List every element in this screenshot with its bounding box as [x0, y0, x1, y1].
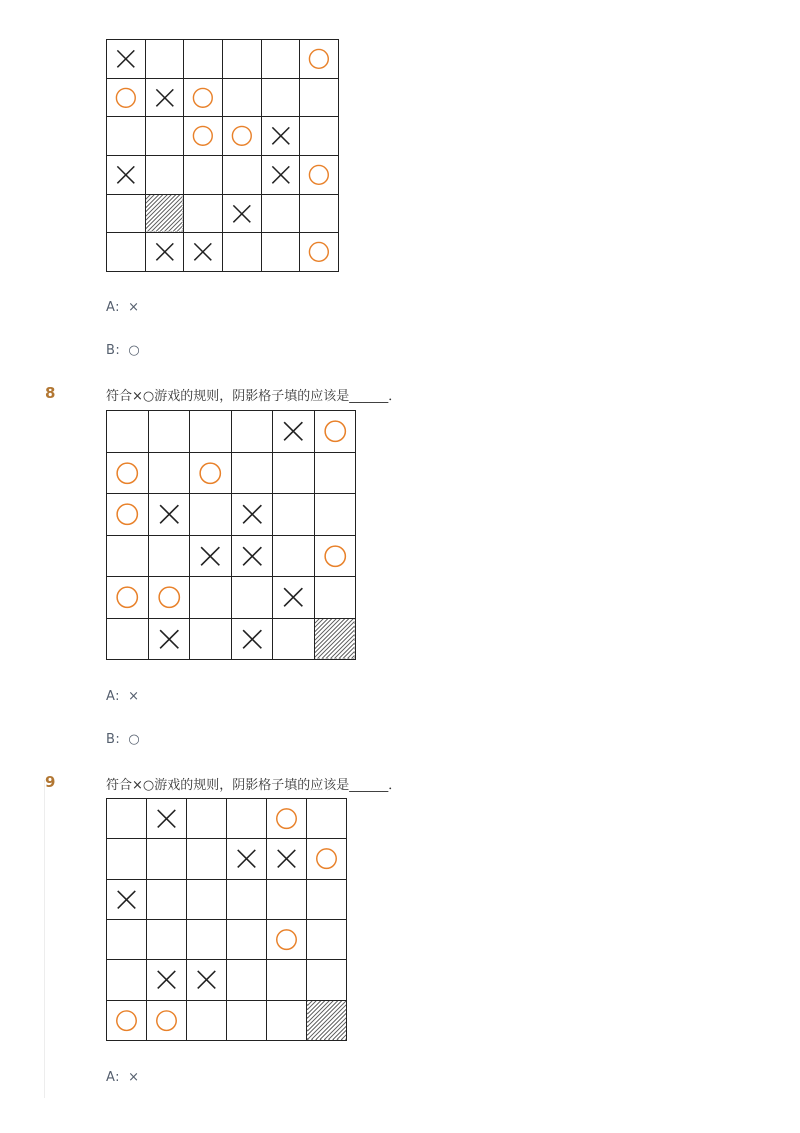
- grid-cell: [107, 879, 147, 919]
- question-9-number: 9: [45, 773, 56, 791]
- shaded-cell[interactable]: [145, 194, 184, 233]
- grid-cell: [107, 411, 149, 453]
- grid-cell: [107, 839, 147, 879]
- grid-cell: [187, 839, 227, 879]
- grid-row: [107, 233, 339, 272]
- grid-cell: [222, 194, 261, 233]
- circle-icon: [107, 494, 148, 535]
- grid-cell: [231, 618, 273, 660]
- grid-cell: [273, 494, 315, 536]
- grid-cell: [307, 960, 347, 1000]
- grid-cell: [107, 577, 149, 619]
- grid-cell: [184, 156, 223, 195]
- grid-row: [107, 411, 356, 453]
- grid-cell: [261, 40, 300, 79]
- grid-cell: [267, 919, 307, 959]
- grid-cell: [231, 535, 273, 577]
- grid-cell: [190, 577, 232, 619]
- question-7-grid: [106, 39, 339, 272]
- left-margin-rule: [44, 780, 45, 1098]
- circle-icon: [147, 1001, 186, 1040]
- grid-cell: [300, 78, 339, 117]
- grid-cell: [307, 879, 347, 919]
- grid-cell: [184, 194, 223, 233]
- grid-cell: [273, 411, 315, 453]
- grid-cell: [145, 78, 184, 117]
- grid-row: [107, 618, 356, 660]
- cross-icon: [107, 880, 146, 919]
- grid-cell: [187, 960, 227, 1000]
- grid-cell: [148, 494, 190, 536]
- grid-cell: [107, 799, 147, 839]
- grid-row: [107, 40, 339, 79]
- grid-cell: [184, 40, 223, 79]
- grid-cell: [107, 78, 146, 117]
- grid-cell: [147, 799, 187, 839]
- circle-icon: [300, 156, 338, 194]
- grid-cell: [227, 919, 267, 959]
- question-9-option-a[interactable]: A: ×: [106, 1070, 140, 1085]
- cross-icon: [232, 619, 273, 660]
- grid-cell: [107, 960, 147, 1000]
- grid-cell: [231, 577, 273, 619]
- cross-icon: [147, 960, 186, 999]
- grid-cell: [261, 233, 300, 272]
- circle-icon: [300, 233, 338, 271]
- question-7-option-a[interactable]: A: ×: [106, 300, 140, 315]
- cross-icon: [190, 536, 231, 577]
- option-letter: A: [106, 300, 116, 315]
- grid-cell: [300, 117, 339, 156]
- cross-icon: [273, 411, 314, 452]
- cross-icon: [184, 233, 222, 271]
- option-value: ×: [128, 300, 140, 315]
- grid-cell: [184, 117, 223, 156]
- option-value: ○: [128, 343, 141, 358]
- grid-cell: [314, 577, 356, 619]
- question-7-option-b[interactable]: B: ○: [106, 343, 141, 358]
- grid-cell: [314, 535, 356, 577]
- grid-cell: [222, 233, 261, 272]
- grid-cell: [227, 839, 267, 879]
- circle-icon: [315, 411, 356, 452]
- circle-icon: [223, 117, 261, 155]
- circle-icon: [190, 453, 231, 494]
- grid-cell: [190, 411, 232, 453]
- grid-cell: [145, 117, 184, 156]
- grid-cell: [148, 411, 190, 453]
- grid-cell: [107, 1000, 147, 1040]
- grid-cell: [222, 78, 261, 117]
- grid-row: [107, 452, 356, 494]
- grid-cell: [190, 535, 232, 577]
- grid-cell: [261, 156, 300, 195]
- cross-icon: [273, 577, 314, 618]
- grid-row: [107, 577, 356, 619]
- grid-cell: [222, 40, 261, 79]
- cross-icon: [227, 839, 266, 878]
- grid-cell: [107, 194, 146, 233]
- grid-cell: [267, 960, 307, 1000]
- grid-cell: [314, 494, 356, 536]
- grid-cell: [147, 879, 187, 919]
- cross-icon: [223, 195, 261, 233]
- cross-icon: [232, 494, 273, 535]
- grid-cell: [300, 40, 339, 79]
- grid-cell: [231, 411, 273, 453]
- grid-cell: [273, 577, 315, 619]
- grid-row: [107, 919, 347, 959]
- grid-cell: [231, 452, 273, 494]
- question-8-option-a[interactable]: A: ×: [106, 689, 140, 704]
- grid-cell: [227, 960, 267, 1000]
- grid-cell: [190, 618, 232, 660]
- grid-row: [107, 960, 347, 1000]
- circle-icon: [107, 453, 148, 494]
- circle-icon: [184, 117, 222, 155]
- grid-cell: [261, 78, 300, 117]
- question-8-grid: [106, 410, 356, 660]
- question-8-option-b[interactable]: B: ○: [106, 732, 141, 747]
- circle-icon: [184, 79, 222, 117]
- grid-cell: [184, 233, 223, 272]
- grid-cell: [222, 117, 261, 156]
- grid-cell: [145, 156, 184, 195]
- cross-icon: [262, 156, 300, 194]
- grid-cell: [222, 156, 261, 195]
- grid-cell: [187, 919, 227, 959]
- circle-icon: [267, 920, 306, 959]
- grid-cell: [107, 452, 149, 494]
- grid-row: [107, 117, 339, 156]
- cross-icon: [147, 799, 186, 838]
- grid-cell: [147, 960, 187, 1000]
- grid-cell: [148, 535, 190, 577]
- option-value: ×: [128, 1070, 140, 1085]
- grid-row: [107, 1000, 347, 1040]
- grid-cell: [300, 194, 339, 233]
- grid-cell: [273, 618, 315, 660]
- grid-cell: [107, 233, 146, 272]
- circle-icon: [300, 40, 338, 78]
- grid-cell: [307, 919, 347, 959]
- grid-cell: [190, 494, 232, 536]
- cross-icon: [107, 40, 145, 78]
- grid-row: [107, 535, 356, 577]
- circle-icon: [149, 577, 190, 618]
- cross-icon: [187, 960, 226, 999]
- grid-cell: [107, 535, 149, 577]
- option-letter: B: [106, 732, 116, 747]
- option-letter: A: [106, 689, 116, 704]
- question-9-text: 符合×○游戏的规则，阴影格子填的应该是______．: [106, 778, 402, 793]
- cross-icon: [232, 536, 273, 577]
- circle-icon: [267, 799, 306, 838]
- grid-cell: [145, 40, 184, 79]
- grid-cell: [314, 411, 356, 453]
- grid-cell: [227, 879, 267, 919]
- grid-row: [107, 839, 347, 879]
- shaded-cell[interactable]: [314, 618, 356, 660]
- grid-cell: [148, 452, 190, 494]
- grid-cell: [267, 1000, 307, 1040]
- circle-icon: [307, 839, 346, 878]
- grid-cell: [147, 1000, 187, 1040]
- cross-icon: [149, 619, 190, 660]
- option-value: ○: [128, 732, 141, 747]
- grid-cell: [261, 194, 300, 233]
- grid-cell: [107, 40, 146, 79]
- grid-cell: [107, 919, 147, 959]
- grid-cell: [148, 618, 190, 660]
- grid-cell: [314, 452, 356, 494]
- grid-row: [107, 494, 356, 536]
- question-8-text: 符合×○游戏的规则，阴影格子填的应该是______．: [106, 389, 402, 404]
- cross-icon: [262, 117, 300, 155]
- grid-cell: [107, 156, 146, 195]
- grid-cell: [184, 78, 223, 117]
- shaded-cell[interactable]: [307, 1000, 347, 1040]
- grid-cell: [273, 535, 315, 577]
- grid-cell: [190, 452, 232, 494]
- grid-cell: [187, 1000, 227, 1040]
- grid-cell: [147, 839, 187, 879]
- circle-icon: [107, 1001, 146, 1040]
- circle-icon: [107, 79, 145, 117]
- question-9-grid: [106, 798, 347, 1041]
- grid-cell: [267, 879, 307, 919]
- grid-row: [107, 156, 339, 195]
- grid-cell: [307, 839, 347, 879]
- grid-row: [107, 78, 339, 117]
- grid-cell: [300, 156, 339, 195]
- grid-cell: [147, 919, 187, 959]
- grid-cell: [273, 452, 315, 494]
- cross-icon: [149, 494, 190, 535]
- option-letter: A: [106, 1070, 116, 1085]
- question-8-number: 8: [45, 384, 56, 402]
- cross-icon: [267, 839, 306, 878]
- cross-icon: [107, 156, 145, 194]
- grid-cell: [227, 1000, 267, 1040]
- grid-cell: [187, 799, 227, 839]
- grid-row: [107, 799, 347, 839]
- grid-cell: [307, 799, 347, 839]
- grid-row: [107, 879, 347, 919]
- grid-cell: [187, 879, 227, 919]
- grid-cell: [148, 577, 190, 619]
- grid-cell: [227, 799, 267, 839]
- grid-row: [107, 194, 339, 233]
- grid-cell: [107, 494, 149, 536]
- grid-cell: [300, 233, 339, 272]
- grid-cell: [261, 117, 300, 156]
- grid-cell: [107, 117, 146, 156]
- grid-cell: [267, 839, 307, 879]
- grid-cell: [145, 233, 184, 272]
- option-value: ×: [128, 689, 140, 704]
- cross-icon: [146, 233, 184, 271]
- grid-cell: [231, 494, 273, 536]
- grid-cell: [267, 799, 307, 839]
- grid-cell: [107, 618, 149, 660]
- option-letter: B: [106, 343, 116, 358]
- circle-icon: [315, 536, 356, 577]
- cross-icon: [146, 79, 184, 117]
- circle-icon: [107, 577, 148, 618]
